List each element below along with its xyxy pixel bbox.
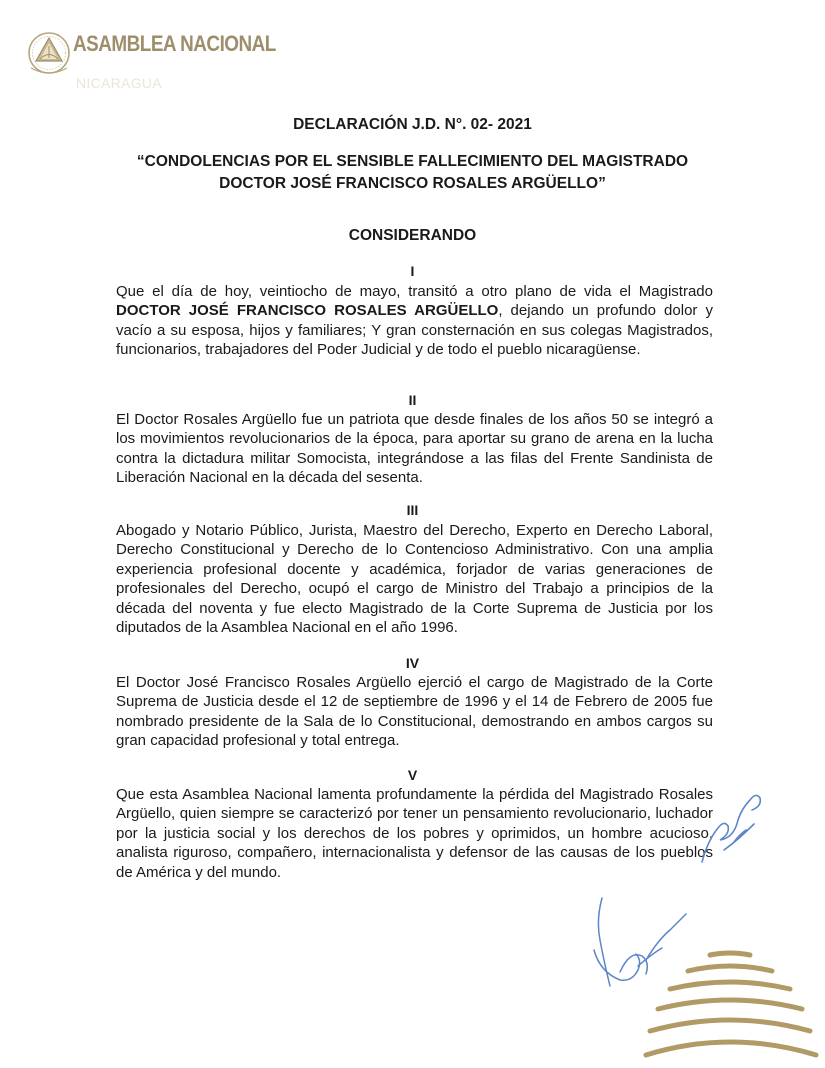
declaration-subtitle: [0, 151, 825, 195]
section-heading: CONSIDERANDO: [348, 227, 477, 244]
organization-name: ASAMBLEA NACIONAL: [73, 31, 276, 56]
country-name: NICARAGUA: [76, 75, 162, 91]
subtitle-line-2: DOCTOR JOSÉ FRANCISCO ROSALES ARGÜELLO”: [219, 175, 606, 192]
nicaragua-coat-of-arms-icon: [27, 28, 71, 78]
numeral-v: V: [407, 767, 418, 783]
numeral-ii: II: [408, 392, 417, 408]
considerando-i-text-after: , dejando un profundo dolor y vacío a su esposa, hijos y familiares; Y gran consternación en sus colegas Magistrados, funcionarios, trabajadores del Poder Judicial y de todo el pueblo nicaragüense.: [116, 302, 713, 359]
considerando-i-bold-name: DOCTOR JOSÉ FRANCISCO ROSALES ARGÜELLO: [116, 302, 499, 320]
subtitle-line-1: “CONDOLENCIAS POR EL SENSIBLE FALLECIMIENTO DEL MAGISTRADO: [136, 153, 689, 170]
numeral-iv: IV: [405, 655, 420, 671]
considerando-iii: Abogado y Notario Público, Jurista, Maestro del Derecho, Experto en Derecho Laboral, Derecho Constitucional y Derecho de lo Contencioso Administrativo. Con una amplia experiencia profesional docente y académica, forjador de varias generaciones de profesionales del Derecho, ocupó el cargo de Ministro del Trabajo a principios de la década del noventa y fue electo Magistrado de la Corte Suprema de Justicia por los diputados de la Asamblea Nacional en el año 1996.: [116, 522, 713, 637]
considerando-i-text-before: Que el día de hoy, veintiocho de mayo, transitó a otro plano de vida el Magistrado: [116, 283, 713, 300]
letterhead: [27, 28, 276, 98]
handwritten-initials-icon: [694, 780, 770, 870]
numeral-i: I: [410, 263, 415, 279]
declaration-title: DECLARACIÓN J.D. N°. 02- 2021: [293, 116, 532, 133]
considerando-i: [116, 282, 713, 360]
considerando-v: Que esta Asamblea Nacional lamenta profundamente la pérdida del Magistrado Rosales Argüello, quien siempre se caracterizó por tener un pensamiento revolucionario, luchador por la justicia social y los derechos de los pobres y oprimidos, un hombre acucioso, analista riguroso, compañero, internacionalista y defensor de las causas de los pueblos de América y del mundo.: [116, 786, 713, 881]
considerando-iv: El Doctor José Francisco Rosales Argüello ejerció el cargo de Magistrado de la Corte Suprema de Justicia desde el 12 de septiembre de 1996 y el 14 de Febrero de 2005 fue nombrado presidente de la Sala de lo Constitucional, demostrando en ambos cargos su gran capacidad profesional y total entrega.: [116, 674, 713, 750]
numeral-iii: III: [406, 502, 419, 518]
assembly-seal-icon: [640, 935, 820, 1068]
considerando-ii: El Doctor Rosales Argüello fue un patriota que desde finales de los años 50 se integró a los movimientos revolucionarios de la época, para aportar su grano de arena en la lucha contra la dictadura militar Somocista, integrándose a las filas del Frente Sandinista de Liberación Nacional en la década del sesenta.: [116, 411, 713, 487]
